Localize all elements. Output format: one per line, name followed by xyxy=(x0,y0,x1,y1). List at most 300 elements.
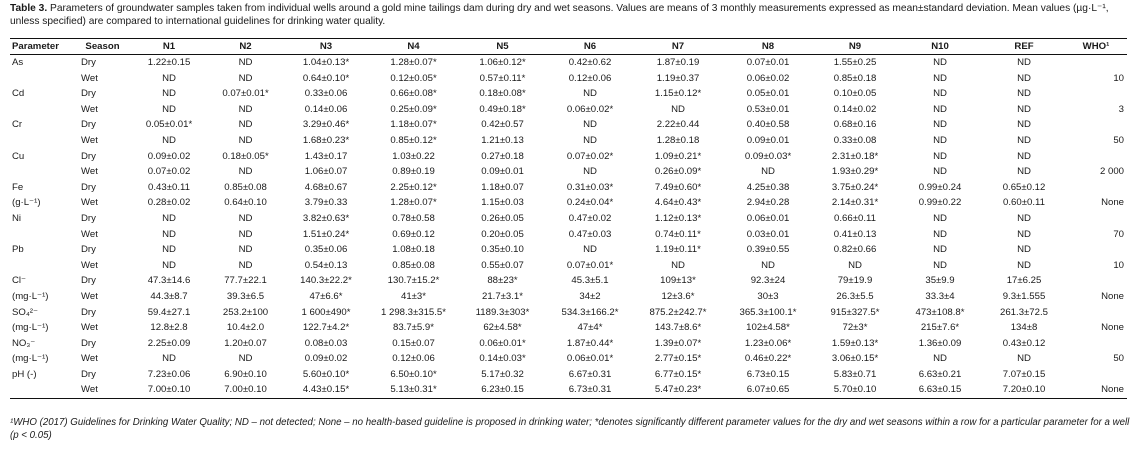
value-cell: ND xyxy=(933,119,947,131)
value-cell: 0.89±0.19 xyxy=(392,166,435,178)
season-cell: Dry xyxy=(81,57,96,68)
value-cell: 473±108.8* xyxy=(915,306,965,318)
who-guideline-cell xyxy=(1065,273,1127,289)
table-row xyxy=(10,180,1127,196)
value-cell: ND xyxy=(238,134,253,146)
value-cell: 1.55±0.25 xyxy=(833,57,877,68)
season-cell: Dry xyxy=(81,337,96,349)
value-cell: 7.49±0.60* xyxy=(654,181,702,193)
season-cell: Dry xyxy=(81,275,96,287)
value-cell: ND xyxy=(162,353,176,365)
value-cell: 143.7±8.6* xyxy=(654,322,702,334)
season-cell: Dry xyxy=(81,181,96,193)
value-cell: 1.15±0.12* xyxy=(654,88,702,100)
who-guideline-cell: 3 xyxy=(1118,103,1124,115)
value-cell: 102±4.58* xyxy=(746,322,790,334)
value-cell: 0.05±0.01 xyxy=(746,88,790,100)
value-cell: ND xyxy=(933,166,947,178)
table-row xyxy=(10,289,1127,305)
value-cell: 2.31±0.18* xyxy=(831,150,879,162)
value-cell: ND xyxy=(238,119,253,131)
value-cell: 92.3±24 xyxy=(750,275,786,287)
value-cell: 2.25±0.12* xyxy=(390,181,437,193)
header-cell: N6 xyxy=(547,39,633,55)
value-cell: ND xyxy=(1017,57,1031,68)
value-cell: 0.42±0.57 xyxy=(481,119,524,131)
value-cell: ND xyxy=(162,259,176,271)
value-cell: 2.25±0.09 xyxy=(147,337,191,349)
value-cell: 875.2±242.7* xyxy=(649,306,707,318)
value-cell: 0.85±0.12* xyxy=(390,134,437,146)
value-cell: 1.22±0.15 xyxy=(147,57,191,68)
value-cell: 1.51±0.24* xyxy=(302,228,350,240)
parameter-cell: As xyxy=(12,57,24,68)
value-cell: 0.74±0.11* xyxy=(655,228,701,240)
value-cell: ND xyxy=(238,57,253,68)
value-cell: ND xyxy=(238,244,253,256)
value-cell: 0.33±0.06 xyxy=(304,88,348,100)
value-cell: 0.06±0.01* xyxy=(479,337,526,349)
value-cell: 1.19±0.37 xyxy=(656,72,700,84)
value-cell: 0.99±0.22 xyxy=(918,197,962,209)
parameter-cell xyxy=(10,258,75,274)
value-cell: ND xyxy=(238,72,253,84)
value-cell: 7.00±0.10 xyxy=(208,382,283,398)
who-guideline-cell xyxy=(1065,149,1127,165)
value-cell: ND xyxy=(238,228,253,240)
value-cell: ND xyxy=(1017,134,1031,146)
value-cell: ND xyxy=(1017,150,1031,162)
value-cell: 0.14±0.06 xyxy=(304,103,348,115)
value-cell: 915±327.5* xyxy=(830,306,880,318)
value-cell: 1.04±0.13* xyxy=(302,57,350,68)
who-guideline-cell: None xyxy=(1101,290,1124,302)
value-cell: 1.08±0.18 xyxy=(392,244,435,256)
value-cell: 83.7±5.9* xyxy=(392,322,434,334)
value-cell: ND xyxy=(933,353,947,365)
value-cell: 0.46±0.22* xyxy=(744,353,792,365)
table-row xyxy=(10,117,1127,133)
value-cell: 3.06±0.15* xyxy=(831,353,879,365)
value-cell: 77.7±22.1 xyxy=(224,275,267,287)
value-cell: 1.68±0.23* xyxy=(302,134,350,146)
value-cell: 4.25±0.38 xyxy=(746,181,790,193)
value-cell: ND xyxy=(1017,103,1031,115)
parameter-cell: Cu xyxy=(12,150,25,162)
value-cell: 6.63±0.21 xyxy=(918,368,962,380)
value-cell: ND xyxy=(1017,259,1031,271)
value-cell: 1.18±0.07 xyxy=(481,181,524,193)
value-cell: ND xyxy=(1017,228,1031,240)
value-cell: 1.20±0.07 xyxy=(224,337,267,349)
value-cell: 2.14±0.31* xyxy=(831,197,879,209)
table-footnote: ¹WHO (2017) Guidelines for Drinking Water Quality; ND – not detected; None – no health-based guideline is proposed in drinking water; *denotes significantly different parameter values for the dry and wet seasons within a row for a particular parameter for a well (p < 0.05) xyxy=(10,417,1130,441)
value-cell: 12±3.6* xyxy=(661,290,695,302)
value-cell: 17±6.25 xyxy=(1006,275,1042,287)
value-cell: 0.53±0.01 xyxy=(746,103,790,115)
value-cell: 0.60±0.11 xyxy=(1003,197,1045,209)
value-cell: 365.3±100.1* xyxy=(739,306,797,318)
value-cell: 2.77±0.15* xyxy=(654,353,702,365)
who-guideline-cell: None xyxy=(1065,382,1127,398)
value-cell: 1.39±0.07* xyxy=(654,337,702,349)
value-cell: 0.09±0.02 xyxy=(147,150,191,162)
value-cell: ND xyxy=(583,244,597,256)
value-cell: 0.35±0.06 xyxy=(304,244,348,256)
value-cell: ND xyxy=(761,166,775,178)
value-cell: 47±4* xyxy=(577,322,603,334)
value-cell: ND xyxy=(162,72,176,84)
value-cell: 3.79±0.33 xyxy=(304,197,348,209)
parameter-cell: (g·L⁻¹) xyxy=(12,197,41,209)
season-cell: Dry xyxy=(81,212,96,224)
value-cell: 0.09±0.01 xyxy=(746,134,790,146)
parameter-cell: NO₃⁻ xyxy=(12,337,36,349)
value-cell: 0.14±0.03* xyxy=(479,353,526,365)
parameter-cell: (mg·L⁻¹) xyxy=(12,353,49,365)
value-cell: 7.20±0.10 xyxy=(983,382,1065,398)
value-cell: 0.09±0.03* xyxy=(744,150,792,162)
parameter-cell: (mg·L⁻¹) xyxy=(12,322,49,334)
who-guideline-cell xyxy=(1065,117,1127,133)
value-cell: 4.68±0.67 xyxy=(304,181,348,193)
table-row xyxy=(10,367,1127,383)
value-cell: 0.12±0.05* xyxy=(390,72,437,84)
value-cell: 4.43±0.15* xyxy=(283,382,369,398)
value-cell: 0.07±0.01 xyxy=(746,57,790,68)
who-guideline-cell xyxy=(1065,367,1127,383)
table-row xyxy=(10,102,1127,118)
value-cell: ND xyxy=(671,259,685,271)
value-cell: 3.75±0.24* xyxy=(831,181,879,193)
value-cell: 0.78±0.58 xyxy=(392,212,435,224)
who-guideline-cell: 50 xyxy=(1113,134,1124,146)
value-cell: ND xyxy=(162,228,176,240)
header-cell: N4 xyxy=(369,39,458,55)
value-cell: 7.00±0.10 xyxy=(130,382,208,398)
value-cell: ND xyxy=(933,103,947,115)
header-cell: Season xyxy=(75,39,130,55)
value-cell: 261.3±72.5 xyxy=(1000,306,1048,318)
table-row xyxy=(10,195,1127,211)
value-cell: 0.27±0.18 xyxy=(481,150,524,162)
value-cell: 0.64±0.10 xyxy=(224,197,267,209)
data-table xyxy=(10,38,1127,399)
value-cell: ND xyxy=(238,353,253,365)
value-cell: 5.13±0.31* xyxy=(369,382,458,398)
header-cell: REF xyxy=(983,39,1065,55)
value-cell: 1.23±0.06* xyxy=(744,337,792,349)
header-cell: N2 xyxy=(208,39,283,55)
parameter-cell xyxy=(10,227,75,243)
value-cell: 0.05±0.01* xyxy=(145,119,193,131)
value-cell: ND xyxy=(933,228,947,240)
value-cell: 0.40±0.58 xyxy=(746,119,790,131)
season-cell: Dry xyxy=(81,88,96,100)
value-cell: ND xyxy=(162,244,176,256)
value-cell: 45.3±5.1 xyxy=(571,275,609,287)
parameter-cell: Ni xyxy=(12,212,22,224)
value-cell: 1.28±0.07* xyxy=(390,57,437,68)
value-cell: 3.82±0.63* xyxy=(302,212,350,224)
value-cell: 0.33±0.08 xyxy=(833,134,877,146)
value-cell: 1.36±0.09 xyxy=(918,337,962,349)
table-row xyxy=(10,55,1127,71)
header-cell: N9 xyxy=(813,39,897,55)
table-row xyxy=(10,133,1127,149)
value-cell: ND xyxy=(583,88,597,100)
value-cell: 0.18±0.08* xyxy=(479,88,526,100)
value-cell: 0.26±0.09* xyxy=(654,166,702,178)
value-cell: ND xyxy=(1017,88,1031,100)
value-cell: ND xyxy=(1017,353,1031,365)
table-row xyxy=(10,320,1127,336)
value-cell: 0.26±0.05 xyxy=(481,212,524,224)
season-cell: Wet xyxy=(81,290,98,302)
parameter-cell xyxy=(10,164,75,180)
who-guideline-cell xyxy=(1065,180,1127,196)
who-guideline-cell xyxy=(1065,305,1127,321)
parameter-cell: SO₄²⁻ xyxy=(12,306,39,318)
value-cell: 4.64±0.43* xyxy=(654,197,702,209)
value-cell: ND xyxy=(238,212,253,224)
value-cell: 1.28±0.07* xyxy=(390,197,437,209)
value-cell: 0.47±0.03 xyxy=(568,228,612,240)
value-cell: 0.65±0.12 xyxy=(1002,181,1046,193)
value-cell: 0.68±0.16 xyxy=(833,119,877,131)
table-row xyxy=(10,273,1127,289)
value-cell: 0.57±0.11* xyxy=(479,72,526,84)
value-cell: 39.3±6.5 xyxy=(226,290,265,302)
value-cell: 2.22±0.44 xyxy=(656,119,700,131)
table-row xyxy=(10,382,1127,398)
value-cell: ND xyxy=(1017,119,1031,131)
parameter-cell: Cl⁻ xyxy=(12,275,27,287)
value-cell: 6.67±0.31 xyxy=(568,368,612,380)
value-cell: 6.77±0.15* xyxy=(654,368,702,380)
season-cell: Wet xyxy=(81,166,98,178)
header-cell: N1 xyxy=(130,39,208,55)
value-cell: 0.07±0.02* xyxy=(566,150,614,162)
value-cell: 140.3±22.2* xyxy=(300,275,352,287)
value-cell: 1.59±0.13* xyxy=(831,337,879,349)
value-cell: 7.07±0.15 xyxy=(1002,368,1046,380)
value-cell: 0.18±0.05* xyxy=(222,150,269,162)
header-cell: N7 xyxy=(633,39,723,55)
table-caption xyxy=(10,3,1130,28)
value-cell: 7.23±0.06 xyxy=(147,368,191,380)
value-cell: 1.19±0.11* xyxy=(655,244,701,256)
value-cell: 0.09±0.02 xyxy=(304,353,348,365)
season-cell: Dry xyxy=(81,244,96,256)
table-row xyxy=(10,242,1127,258)
season-cell: Wet xyxy=(75,382,130,398)
value-cell: 0.06±0.01* xyxy=(566,353,614,365)
value-cell: 9.3±1.555 xyxy=(1002,290,1046,302)
who-guideline-cell: 50 xyxy=(1113,353,1124,365)
value-cell: 134±8 xyxy=(1010,322,1038,334)
value-cell: 59.4±27.1 xyxy=(147,306,191,318)
value-cell: 35±9.9 xyxy=(925,275,955,287)
season-cell: Wet xyxy=(81,322,98,334)
value-cell: 1.87±0.19 xyxy=(656,57,700,68)
who-guideline-cell: 2 000 xyxy=(1099,166,1124,178)
season-cell: Wet xyxy=(81,197,98,209)
value-cell: 41±3* xyxy=(400,290,426,302)
value-cell: 6.90±0.10 xyxy=(224,368,267,380)
value-cell: 0.20±0.05 xyxy=(481,228,524,240)
parameter-cell: Pb xyxy=(12,244,24,256)
who-guideline-cell: 70 xyxy=(1113,228,1124,240)
value-cell: 1.28±0.18 xyxy=(656,134,700,146)
value-cell: 1 298.3±315.5* xyxy=(380,306,446,318)
value-cell: 1.03±0.22 xyxy=(392,150,435,162)
value-cell: 0.35±0.10 xyxy=(481,244,524,256)
who-guideline-cell xyxy=(1065,336,1127,352)
value-cell: 21.7±3.1* xyxy=(481,290,523,302)
value-cell: 0.24±0.04* xyxy=(566,197,614,209)
season-cell: Wet xyxy=(81,134,98,146)
caption-text: Parameters of groundwater samples taken from individual wells around a gold mine tailings dam during dry and wet seasons. Values are means of 3 monthly measurements expressed as mean±standard deviation. Mean values (µg·L⁻¹, unless specified) are compared to international guidelines for drinking water quality. xyxy=(10,3,1109,27)
value-cell: 0.39±0.55 xyxy=(746,244,790,256)
value-cell: 1.09±0.21* xyxy=(654,150,702,162)
value-cell: ND xyxy=(1017,212,1031,224)
value-cell: ND xyxy=(1017,72,1031,84)
value-cell: 6.73±0.15 xyxy=(746,368,790,380)
value-cell: ND xyxy=(848,259,862,271)
who-guideline-cell xyxy=(1065,55,1127,71)
value-cell: 1.12±0.13* xyxy=(654,212,702,224)
value-cell: 253.2±100 xyxy=(222,306,269,318)
value-cell: ND xyxy=(933,244,947,256)
value-cell: 1.93±0.29* xyxy=(831,166,879,178)
value-cell: 2.94±0.28 xyxy=(746,197,790,209)
value-cell: 1.06±0.12* xyxy=(479,57,526,68)
who-guideline-cell xyxy=(1065,242,1127,258)
table-row xyxy=(10,71,1127,87)
value-cell: 1 600±490* xyxy=(301,306,351,318)
value-cell: ND xyxy=(933,72,947,84)
table-row xyxy=(10,258,1127,274)
value-cell: ND xyxy=(162,88,176,100)
value-cell: 0.43±0.12 xyxy=(1002,337,1046,349)
value-cell: ND xyxy=(238,103,253,115)
table-row xyxy=(10,336,1127,352)
value-cell: 6.23±0.15 xyxy=(458,382,547,398)
value-cell: 12.8±2.8 xyxy=(150,322,188,334)
value-cell: ND xyxy=(761,259,775,271)
value-cell: 62±4.58* xyxy=(483,322,522,334)
parameter-cell: (mg·L⁻¹) xyxy=(12,290,49,302)
value-cell: 0.28±0.02 xyxy=(147,197,191,209)
season-cell: Wet xyxy=(81,103,98,115)
value-cell: 0.55±0.07 xyxy=(481,259,524,271)
parameter-cell xyxy=(10,102,75,118)
season-cell: Dry xyxy=(81,150,96,162)
value-cell: 5.60±0.10* xyxy=(302,368,350,380)
season-cell: Dry xyxy=(81,306,96,318)
parameter-cell: Fe xyxy=(12,181,24,193)
season-cell: Wet xyxy=(81,72,98,84)
table-label: Table 3. xyxy=(10,3,48,14)
value-cell: 122.7±4.2* xyxy=(302,322,350,334)
who-guideline-cell xyxy=(1065,211,1127,227)
value-cell: ND xyxy=(162,103,176,115)
value-cell: 0.54±0.13 xyxy=(304,259,348,271)
value-cell: 1.87±0.44* xyxy=(566,337,614,349)
season-cell: Dry xyxy=(81,119,96,131)
value-cell: 0.66±0.08* xyxy=(390,88,437,100)
value-cell: 5.17±0.32 xyxy=(481,368,524,380)
who-guideline-cell: None xyxy=(1101,197,1124,209)
value-cell: 0.25±0.09* xyxy=(390,103,437,115)
table-row xyxy=(10,351,1127,367)
value-cell: 534.3±166.2* xyxy=(561,306,619,318)
value-cell: ND xyxy=(933,134,947,146)
value-cell: ND xyxy=(1017,244,1031,256)
value-cell: 0.47±0.02 xyxy=(568,212,612,224)
who-guideline-cell: 10 xyxy=(1113,72,1124,84)
parameter-cell xyxy=(10,382,75,398)
value-cell: ND xyxy=(933,259,947,271)
value-cell: 1.21±0.13 xyxy=(481,134,524,146)
value-cell: 47.3±14.6 xyxy=(147,275,191,287)
value-cell: 5.70±0.10 xyxy=(813,382,897,398)
season-cell: Wet xyxy=(81,259,98,271)
value-cell: 47±6.6* xyxy=(309,290,343,302)
value-cell: 0.03±0.01 xyxy=(746,228,790,240)
header-cell: N3 xyxy=(283,39,369,55)
header-cell: N8 xyxy=(723,39,813,55)
value-cell: 10.4±2.0 xyxy=(226,322,265,334)
value-cell: 44.3±8.7 xyxy=(150,290,188,302)
value-cell: ND xyxy=(671,103,685,115)
value-cell: ND xyxy=(583,134,597,146)
value-cell: 0.42±0.62 xyxy=(568,57,612,68)
table-row xyxy=(10,86,1127,102)
who-guideline-cell: 10 xyxy=(1113,259,1124,271)
value-cell: 0.43±0.11 xyxy=(148,181,190,193)
value-cell: ND xyxy=(933,150,947,162)
value-cell: 0.85±0.08 xyxy=(392,259,435,271)
value-cell: 5.47±0.23* xyxy=(633,382,723,398)
value-cell: 6.73±0.31 xyxy=(547,382,633,398)
value-cell: 1.06±0.07 xyxy=(304,166,348,178)
value-cell: 0.06±0.02* xyxy=(566,103,614,115)
header-cell: WHO¹ xyxy=(1065,39,1127,55)
value-cell: 1.18±0.07* xyxy=(390,119,437,131)
header-cell: N5 xyxy=(458,39,547,55)
value-cell: ND xyxy=(933,57,947,68)
value-cell: 0.07±0.01* xyxy=(222,88,269,100)
value-cell: 0.85±0.08 xyxy=(224,181,267,193)
table-row xyxy=(10,305,1127,321)
value-cell: ND xyxy=(583,166,597,178)
value-cell: ND xyxy=(933,212,947,224)
value-cell: 88±23* xyxy=(487,275,518,287)
parameter-cell: Cd xyxy=(12,88,25,100)
parameter-cell xyxy=(10,133,75,149)
value-cell: 72±3* xyxy=(842,322,868,334)
value-cell: 0.82±0.66 xyxy=(833,244,877,256)
parameter-cell: pH (-) xyxy=(12,368,37,380)
value-cell: 109±13* xyxy=(660,275,696,287)
value-cell: 34±2 xyxy=(579,290,601,302)
value-cell: 215±7.6* xyxy=(920,322,960,334)
value-cell: ND xyxy=(583,119,597,131)
value-cell: 0.49±0.18* xyxy=(479,103,526,115)
table-body xyxy=(10,55,1127,399)
